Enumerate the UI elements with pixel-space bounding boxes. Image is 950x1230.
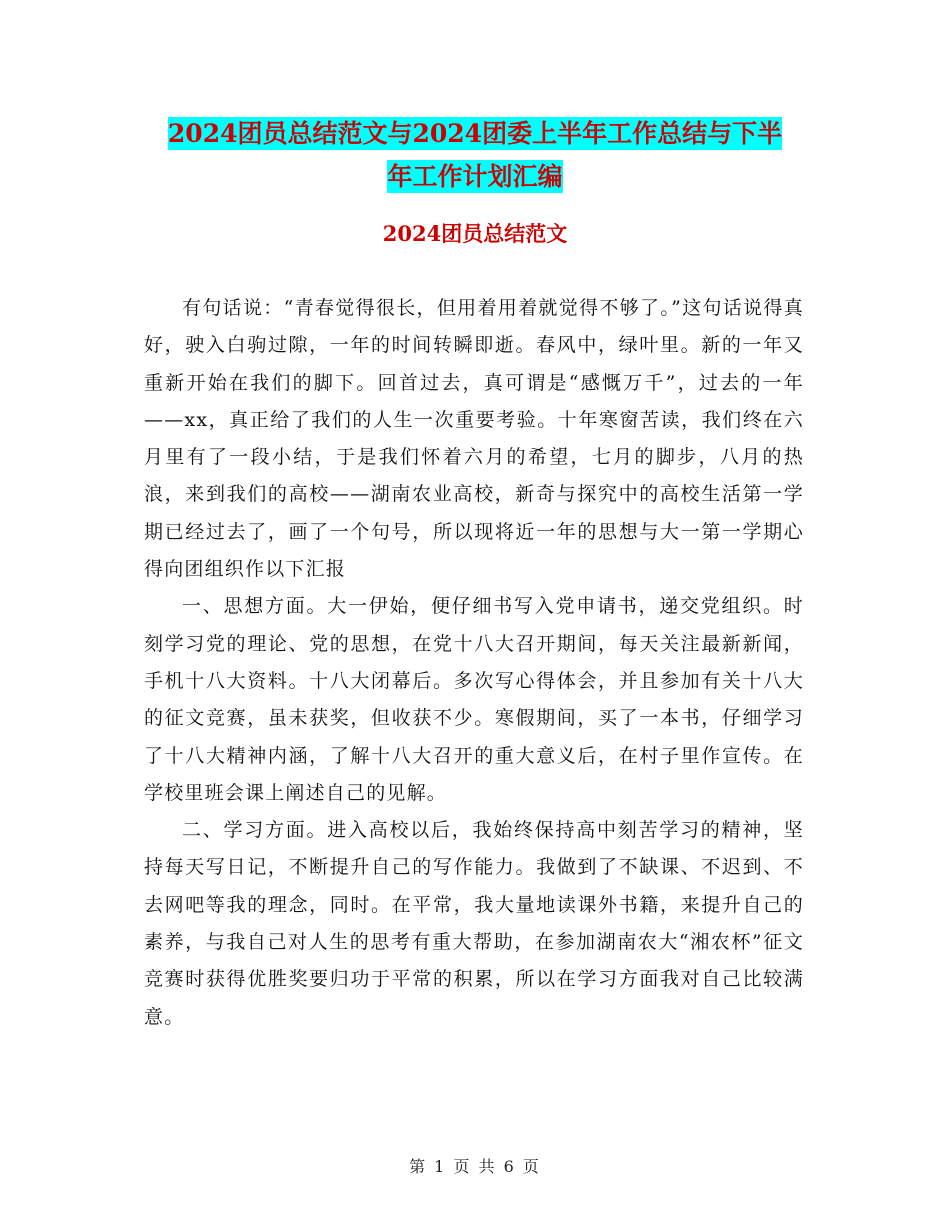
document-title-line-2: 年工作计划汇编 (387, 162, 563, 191)
document-title-line-1: 2024团员总结范文与2024团委上半年工作总结与下半 (167, 119, 783, 148)
paragraph-study: 二、学习方面。进入高校以后，我始终保持高中刻苦学习的精神，坚持每天写日记，不断提升自己的写作能力。我做到了不缺课、不迟到、不去网吧等我的理念，同时。在平常，我大量地读课外书籍，来提升自己的素养，与我自己对人生的思考有重大帮助，在参加湖南农大“湘农杯”征文竞赛时获得优胜奖要归功于平常的积累，所以在学习方面我对自己比较满意。 (144, 819, 804, 1028)
page-footer: 第 1 页 共 6 页 (409, 1157, 541, 1176)
section-title: 2024团员总结范文 (382, 221, 568, 246)
paragraph-thought: 一、思想方面。大一伊始，便仔细书写入党申请书，递交党组织。时刻学习党的理论、党的思想，在党十八大召开期间，每天关注最新新闻，手机十八大资料。十八大闭幕后。多次写心得体会，并且参加有关十八大的征文竞赛，虽未获奖，但收获不少。寒假期间，买了一本书，仔细学习了十八大精神内涵，了解十八大召开的重大意义后，在村子里作宣传。在学校里班会课上阐述自己的见解。 (144, 595, 804, 804)
document-title (0, 112, 950, 198)
document-body (144, 290, 804, 1036)
paragraph-intro: 有句话说：“青春觉得很长，但用着用着就觉得不够了。”这句话说得真好，驶入白驹过隙，一年的时间转瞬即逝。春风中，绿叶里。新的一年又重新开始在我们的脚下。回首过去，真可谓是“感慨万千”，过去的一年——xx，真正给了我们的人生一次重要考验。十年寒窗苦读，我们终在六月里有了一段小结，于是我们怀着六月的希望，七月的脚步，八月的热浪，来到我们的高校——湖南农业高校，新奇与探究中的高校生活第一学期已经过去了，画了一个句号，所以现将近一年的思想与大一第一学期心得向团组织作以下汇报 (144, 297, 804, 581)
